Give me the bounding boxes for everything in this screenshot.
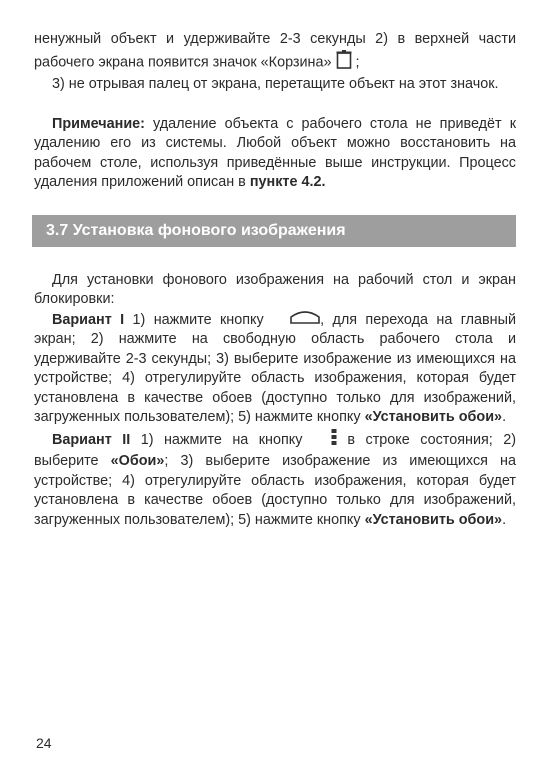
intro-paragraph-a	[34, 30, 516, 75]
page-number: 24	[36, 735, 52, 751]
variant-2-label: Вариант II	[52, 431, 131, 448]
variant-1-text-b: , для перехода на главный экран; 2) нажмите на свободную область рабочего стола и удерживайте 2-3 секунды; 3) выберите изображение из имеющихся на устройстве; 4) отрегулируйте область изображения, которая будет установлена в качестве обоев (доступно только для изображений, загруженных пользователем); 5) нажмите кнопку	[34, 311, 516, 426]
section-heading: 3.7 Установка фонового изображения	[32, 215, 516, 247]
variant-1-paragraph	[34, 310, 516, 428]
variant-2-option-name: «Обои»	[110, 453, 165, 470]
page-content	[34, 30, 516, 530]
variant-1-button-name: «Установить обои»	[364, 409, 503, 426]
variant-1-text-a: 1) нажмите кнопку	[132, 311, 264, 328]
note-paragraph	[34, 115, 516, 193]
note-text: удаление объекта с рабочего стола не приведёт к удалению его из системы. Любой объект можно восстановить на рабочем столе, используя приведённые выше инструкции. Процесс удаления приложений описан в	[34, 115, 516, 190]
intro-text-a-end: ;	[355, 54, 360, 71]
variant-2-end: .	[502, 511, 507, 528]
variant-1-label: Вариант I	[52, 311, 125, 328]
note-label: Примечание:	[52, 115, 145, 132]
trash-icon	[336, 50, 352, 76]
intro-text-a: ненужный объект и удерживайте 2-3 секунды 2) в верхней части рабочего экрана появится значок «Корзина»	[34, 31, 516, 71]
variant-2-text-c: ; 3) выберите изображение из имеющихся на устройстве; 4) отрегулируйте область изображения, которая будет установлена в качестве обоев (доступно только для изображений, загруженных пользователем); 5) нажмите кнопку	[34, 453, 516, 528]
wallpaper-intro: Для установки фонового изображения на рабочий стол и экран блокировки:	[34, 271, 516, 307]
variant-2-text-a: 1) нажмите на кнопку	[140, 431, 303, 448]
variant-2-button-name: «Установить обои»	[364, 511, 503, 528]
intro-paragraph-b: 3) не отрывая палец от экрана, перетащите объект на этот значок.	[52, 76, 499, 92]
home-icon	[272, 310, 320, 331]
variant-2-paragraph	[34, 428, 516, 531]
note-reference: пункте 4.2.	[249, 174, 326, 190]
variant-2-text-b: в строке состояния; 2) выберите	[34, 431, 517, 470]
menu-dots-icon	[313, 428, 337, 453]
variant-1-end: .	[502, 409, 507, 426]
